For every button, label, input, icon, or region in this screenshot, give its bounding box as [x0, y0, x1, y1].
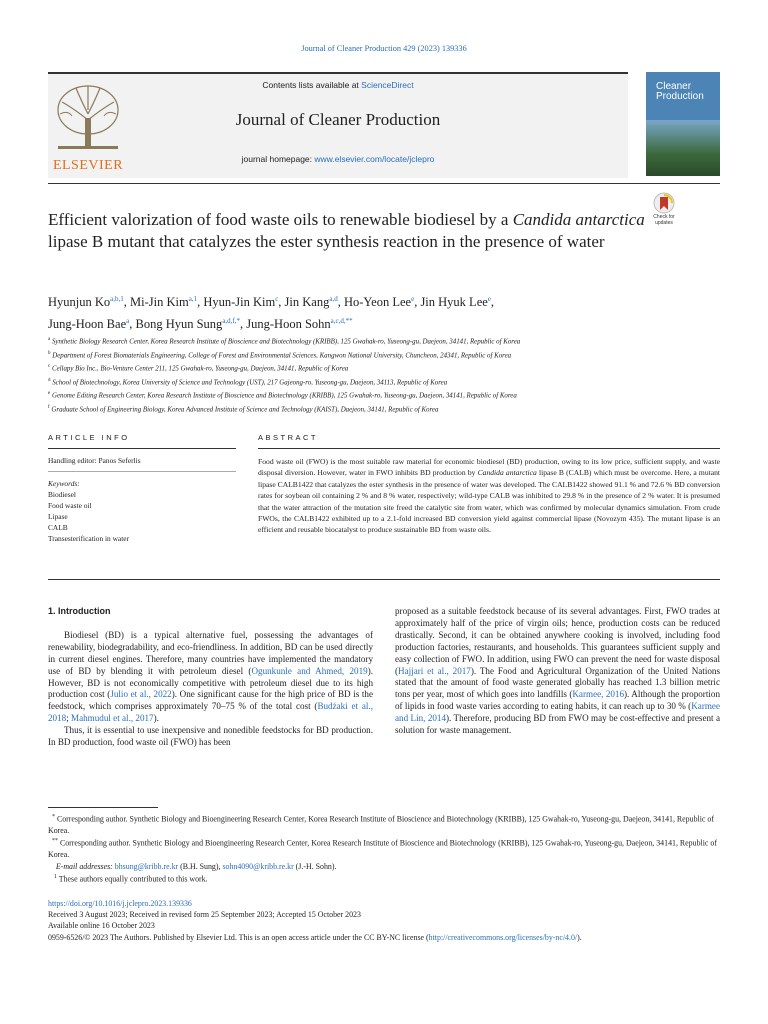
author[interactable]: [135, 317, 246, 331]
author[interactable]: [285, 295, 344, 309]
author-name: Mi-Jin Kim: [130, 295, 189, 310]
keywords-block: [48, 478, 236, 544]
author-affiliation-marks[interactable]: a,b,1: [110, 295, 124, 303]
footnote-emails: E-mail addresses: bhsung@kribb.re.kr (B.H. Sung), sohn4090@kribb.re.kr (J.-H. Sohn).: [55, 861, 337, 871]
affiliation-item: [48, 361, 720, 375]
email-link[interactable]: bhsung@kribb.re.kr: [114, 861, 179, 871]
author[interactable]: [130, 295, 203, 309]
author-separator: ,: [414, 295, 421, 310]
article-title: Efficient valorization of food waste oils to renewable biodiesel by a Candida antarctica lipase B mutant that catalyzes the ester synthesis reaction in the presence of water: [48, 210, 645, 251]
publisher-name[interactable]: ELSEVIER: [52, 158, 124, 173]
author-affiliation-marks[interactable]: a,d,f,*: [222, 317, 241, 326]
check-updates-icon: [646, 192, 682, 214]
keyword: Food waste oil: [48, 501, 92, 510]
affiliation-item: [48, 334, 720, 348]
keyword: Transesterification in water: [48, 534, 130, 543]
author-affiliation-marks[interactable]: a: [126, 317, 130, 326]
affiliation-item: [48, 375, 720, 389]
footnote-rule: [48, 807, 158, 808]
article-info-heading: ARTICLE INFO: [48, 433, 236, 449]
keyword: Lipase: [48, 512, 68, 521]
section-heading-introduction: 1. Introduction: [48, 606, 111, 616]
email-link[interactable]: sohn4090@kribb.re.kr: [222, 861, 294, 871]
keywords-heading: Keywords:: [48, 479, 80, 488]
affiliation-item: [48, 402, 720, 416]
author-name: Hyun-Jin Kim: [203, 295, 276, 310]
journal-title: Journal of Cleaner Production: [235, 110, 441, 129]
keyword: CALB: [48, 523, 68, 532]
affiliation-text: Department of Forest Biomaterials Engineering, College of Forest and Environmental Sciences, Kangwon National University, Chuncheon, 24341, Republic of Korea: [52, 351, 512, 359]
author-separator: ,: [197, 295, 204, 310]
author-affiliation-marks[interactable]: a,1: [188, 295, 198, 303]
affiliation-text: Graduate School of Engineering Biology, Korea Advanced Institute of Science and Technology (KAIST), Daejeon, 34141, Republic of Korea: [51, 405, 439, 413]
author-affiliation-marks[interactable]: c: [275, 295, 279, 303]
author-separator: ,: [129, 317, 136, 332]
paragraph: Biodiesel (BD) is a typical alternative fuel, possessing the advantages of renewability, biodegradability, and eco-friendliness. In addition, BD can be used directly in current diesel engines. Therefore, many countries have implemented the mandatory use of BD by blending it with petroleum diesel (Ogunkunle and Ahmed, 2019). However, BD is not economically competitive with petroleum diesel due to its high production cost (Julio et al., 2022). One significant cause for the high price of BD is the feedstock, which comprises approximately 70–75 % of the total cost (Budżaki et al., 2018; Mahmudul et al., 2017).: [48, 629, 373, 724]
author-separator: ,: [240, 317, 247, 332]
footnote: $^1$ These authors equally contributed to this work.: [53, 874, 208, 884]
handling-editor: Handling editor: Panos Seferlis: [48, 456, 236, 472]
affiliations: [48, 334, 720, 415]
author[interactable]: [48, 317, 135, 331]
author[interactable]: [48, 295, 130, 309]
affiliation-text: School of Biotechnology, Korea University of Science and Technology (UST), 217 Gajeong-ro, Yuseong-gu, Daejeon, 34113, Republic of Korea: [52, 378, 448, 386]
author-affiliation-marks[interactable]: a,d: [329, 295, 338, 303]
author-affiliation-marks[interactable]: e: [487, 295, 491, 303]
affiliation-item: [48, 388, 720, 402]
abstract-text: Food waste oil (FWO) is the most suitable raw material for economic biodiesel (BD) production, owing to its low price, sufficient supply, and waste disposal diversion. However, water in FWO inhibits BD production by Candida antarctica lipase B (CALB) which must be overcome. Here, a mutant lipase CALB1422 that catalyzes the ester synthesis in the presence of water was developed. The CALB1422 showed 91.1 % and 72.6 % BD conversion rates for soybean oil containing 2 % and 8 % water, respectively; wild-type CALB was inhibited to 29.8 % in the presence of 2 % water. It is presumed that the water attraction of the mutation site freed the catalytic site from water, which was confirmed by molecular dynamics simulation. From crude FWOs, the CALB1422 exhibited up to a 2.1-fold increased BD conversion yield against commercial lipase (Novozym 435). The mutant lipase is an efficient and reusable biocatalyst to produce sustainable BD from waste oils.: [258, 457, 720, 535]
author[interactable]: [246, 317, 352, 331]
body-column-left: [48, 606, 373, 749]
masthead-rule: [48, 183, 720, 184]
author-affiliation-marks[interactable]: e: [411, 295, 415, 303]
paragraph: proposed as a suitable feedstock because of its several advantages. First, FWO trades at approximately half of the price of virgin oils; hence, production costs can be reduced drastically. Second, it can be obtained anywhere cooking is involved, including food production factories, restaurants, and households. This guarantees sufficient supply and easy collection of FWO. In addition, using FWO can prevent the need for waste disposal (Hajjari et al., 2017). The Food and Agricultural Organization of the United Nations stated that the amount of food waste generated globally has reached 1.3 billion metric tons per year, most of which goes into landfills (Karmee, 2016). Although the proportion of lipids in food waste varies according to eating habits, it can reach up to 30 % (Karmee and Lin, 2014). Therefore, producing BD from FWO may be cost-effective and present a solution for waste management.: [395, 606, 720, 736]
footnote: * Corresponding author. Synthetic Biology and Bioengineering Research Center, Korea Research Institute of Bioscience and Biotechnology (KRIBB), 125 Gwahak-ro, Yuseong-gu, Daejeon, 34141, Republic of Korea.: [48, 814, 714, 836]
check-for-updates-badge[interactable]: Check for updates: [646, 192, 682, 232]
homepage-link[interactable]: www.elsevier.com/locate/jclepro: [314, 154, 435, 164]
author-name: Bong Hyun Sung: [135, 317, 223, 332]
author-affiliation-marks[interactable]: a,c,d,**: [330, 317, 353, 326]
author-separator: ,: [337, 295, 344, 310]
author-name: Hyunjun Ko: [48, 295, 111, 310]
author[interactable]: [420, 295, 494, 309]
available-online: Available online 16 October 2023: [48, 921, 155, 931]
abstract-heading: ABSTRACT: [258, 433, 720, 449]
author-name: Ho-Yeon Lee: [343, 295, 412, 310]
keyword: Biodiesel: [48, 490, 76, 499]
license-link[interactable]: http://creativecommons.org/licenses/by-nc/4.0/: [428, 932, 578, 942]
author-name: Jung-Hoon Sohn: [246, 317, 331, 332]
contents-line: Contents lists available at ScienceDirect: [262, 80, 414, 90]
journal-masthead: [48, 72, 628, 178]
author-name: Jin Kang: [284, 295, 330, 310]
author-name: Jin Hyuk Lee: [420, 295, 488, 310]
author[interactable]: [203, 295, 284, 309]
sciencedirect-link[interactable]: ScienceDirect: [361, 80, 414, 90]
citation-link[interactable]: Mahmudul et al., 2017: [71, 713, 154, 724]
citation-link[interactable]: Karmee, 2016: [572, 689, 625, 700]
affiliation-item: [48, 348, 720, 362]
affiliation-key: d: [48, 377, 51, 383]
journal-reference[interactable]: Journal of Cleaner Production 429 (2023) 139336: [301, 44, 467, 53]
affiliation-text: Genome Editing Research Center, Korea Research Institute of Bioscience and Biotechnology (KRIBB), 125 Gwahak-ro, Yuseong-gu, Daejeon, 34141, Republic of Korea: [51, 392, 517, 400]
author-separator: ,: [123, 295, 131, 310]
author-separator: ,: [278, 295, 285, 310]
affiliation-key: f: [48, 404, 50, 410]
citation-link[interactable]: Karmee and Lin, 2014: [395, 701, 720, 724]
author-name: Jung-Hoon Bae: [48, 317, 127, 332]
footnote: ** Corresponding author. Synthetic Biology and Bioengineering Research Center, Korea Research Institute of Bioscience and Biotechnology (KRIBB), 125 Gwahak-ro, Yuseong-gu, Daejeon, 34141, Republic of Korea.: [48, 838, 717, 860]
footnotes: [48, 812, 720, 885]
paragraph: Thus, it is essential to use inexpensive and nonedible feedstocks for BD production. In BD production, food waste oil (FWO) has been: [48, 725, 373, 748]
article-metadata: [48, 898, 720, 943]
affiliation-text: Synthetic Biology Research Center, Korea Research Institute of Bioscience and Biotechnology (KRIBB), 125 Gwahak-ro, Yuseong-gu, Daejeon, 34141, Republic of Korea: [51, 338, 521, 346]
abstract-rule: [48, 579, 720, 580]
citation-link[interactable]: Hajjari et al., 2017: [398, 665, 471, 676]
author-separator: ,: [490, 295, 495, 310]
journal-homepage: journal homepage: www.elsevier.com/locate/jclepro: [241, 154, 435, 164]
received-dates: Received 3 August 2023; Received in revised form 25 September 2023; Accepted 15 October 2023: [48, 910, 361, 920]
affiliation-text: Cellapy Bio Inc., Bio-Venture Center 211, 125 Gwahak-ro, Yuseong-gu, Daejeon, 34141, Republic of Korea: [51, 365, 349, 373]
body-column-right: [395, 606, 720, 737]
citation-link[interactable]: Ogunkunle and Ahmed, 2019: [251, 665, 368, 676]
citation-link[interactable]: Julio et al., 2022: [110, 689, 172, 700]
affiliation-key: a: [48, 337, 51, 342]
affiliation-key: e: [48, 391, 51, 396]
journal-cover[interactable]: [646, 72, 720, 176]
license-statement: 0959-6526/© 2023 The Authors. Published by Elsevier Ltd. This is an open access article under the CC BY-NC license (http://creativecommons.org/licenses/by-nc/4.0/).: [48, 932, 582, 942]
citation-link[interactable]: Budżaki et al., 2018: [48, 701, 373, 724]
cover-title: Cleaner Production: [656, 81, 704, 102]
affiliation-key: c: [48, 364, 51, 369]
doi-link[interactable]: https://doi.org/10.1016/j.jclepro.2023.139336: [48, 899, 192, 908]
author-list: [48, 290, 720, 334]
affiliation-key: b: [48, 350, 51, 356]
cover-landscape: [646, 120, 720, 176]
author[interactable]: [344, 295, 420, 309]
